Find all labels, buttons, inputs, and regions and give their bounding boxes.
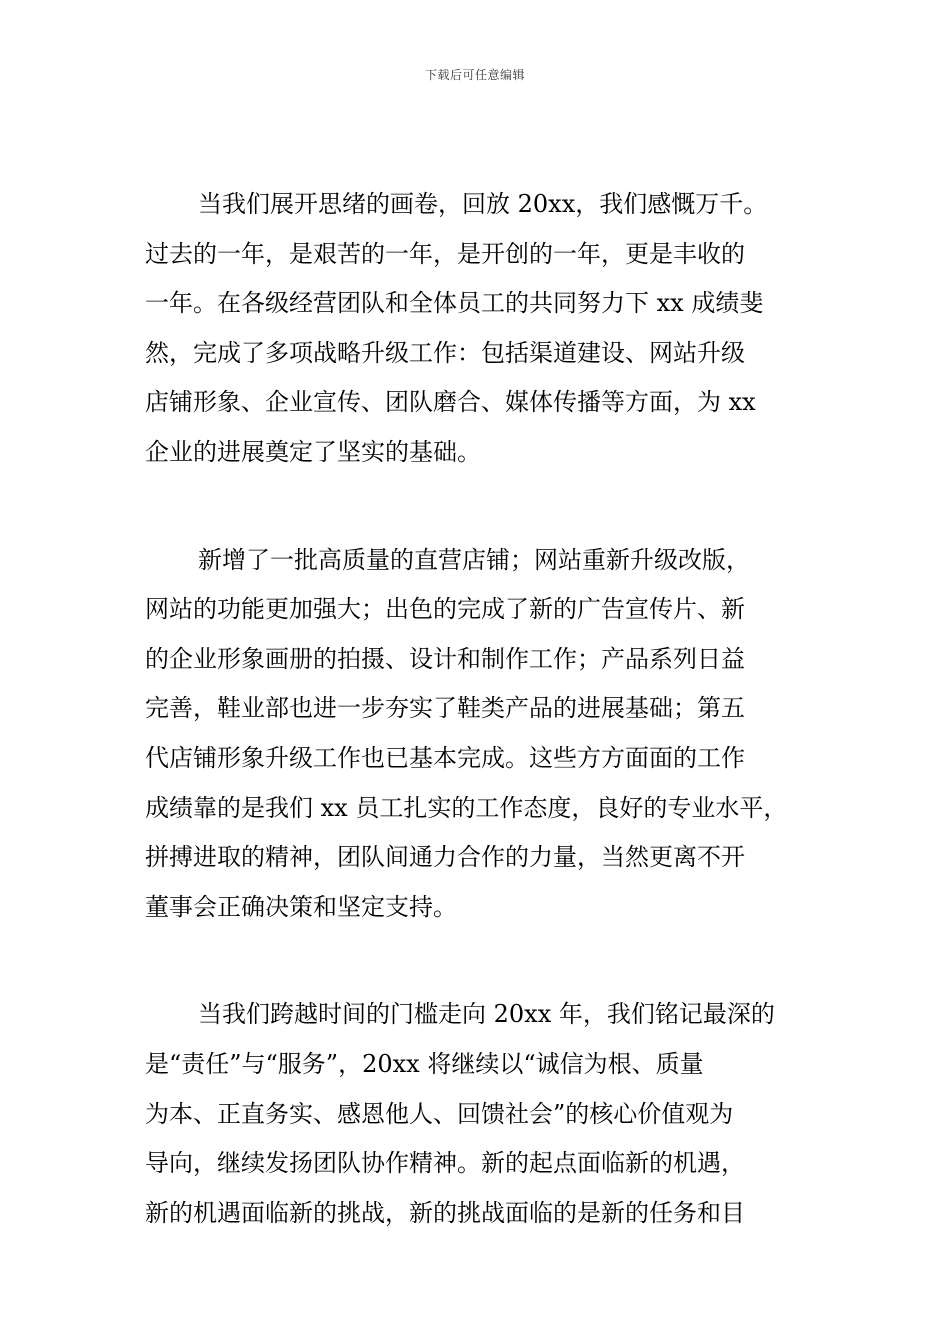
text-line: 当我们跨越时间的门槛走向 20xx 年，我们铭记最深的: [198, 1000, 775, 1029]
text-line: 新的机遇面临新的挑战，新的挑战面临的是新的任务和目: [145, 1198, 745, 1227]
paragraph-2: [145, 536, 815, 933]
text-line: 企业的进展奠定了坚实的基础。: [145, 437, 481, 466]
text-line: 网站的功能更加强大；出色的完成了新的广告宣传片、新: [145, 595, 745, 624]
paragraph-spacer: [145, 478, 815, 536]
text-line: 代店铺形象升级工作也已基本完成。这些方方面面的工作: [145, 743, 745, 772]
paragraph-spacer: [145, 932, 815, 990]
text-line: 的企业形象画册的拍摄、设计和制作工作；产品系列日益: [145, 644, 745, 673]
text-line: 成绩靠的是我们 xx 员工扎实的工作态度，良好的专业水平，: [145, 793, 788, 822]
text-line: 是“责任”与“服务”，20xx 将继续以“诚信为根、质量: [145, 1049, 704, 1078]
text-line: 董事会正确决策和坚定支持。: [145, 892, 457, 921]
text-line: 导向，继续发扬团队协作精神。新的起点面临新的机遇，: [145, 1149, 745, 1178]
page-header: 下载后可任意编辑: [424, 68, 525, 82]
paragraph-3: [145, 990, 815, 1238]
text-line: 拼搏进取的精神，团队间通力合作的力量，当然更离不开: [145, 843, 745, 872]
text-line: 店铺形象、企业宣传、团队磨合、媒体传播等方面，为 xx: [145, 388, 756, 417]
text-line: 过去的一年，是艰苦的一年，是开创的一年，更是丰收的: [145, 239, 745, 268]
text-line: 新增了一批高质量的直营店铺；网站重新升级改版，: [198, 545, 750, 574]
document-body: [145, 180, 815, 1238]
text-line: 为本、正直务实、感恩他人、回馈社会”的核心价值观为: [145, 1099, 734, 1128]
paragraph-1: [145, 180, 815, 478]
text-line: 完善，鞋业部也进一步夯实了鞋类产品的进展基础；第五: [145, 694, 745, 723]
text-line: 然，完成了多项战略升级工作：包括渠道建设、网站升级: [145, 338, 745, 367]
text-line: 当我们展开思绪的画卷，回放 20xx，我们感慨万千。: [198, 190, 768, 218]
text-line: 一年。在各级经营团队和全体员工的共同努力下 xx 成绩斐: [145, 289, 764, 318]
